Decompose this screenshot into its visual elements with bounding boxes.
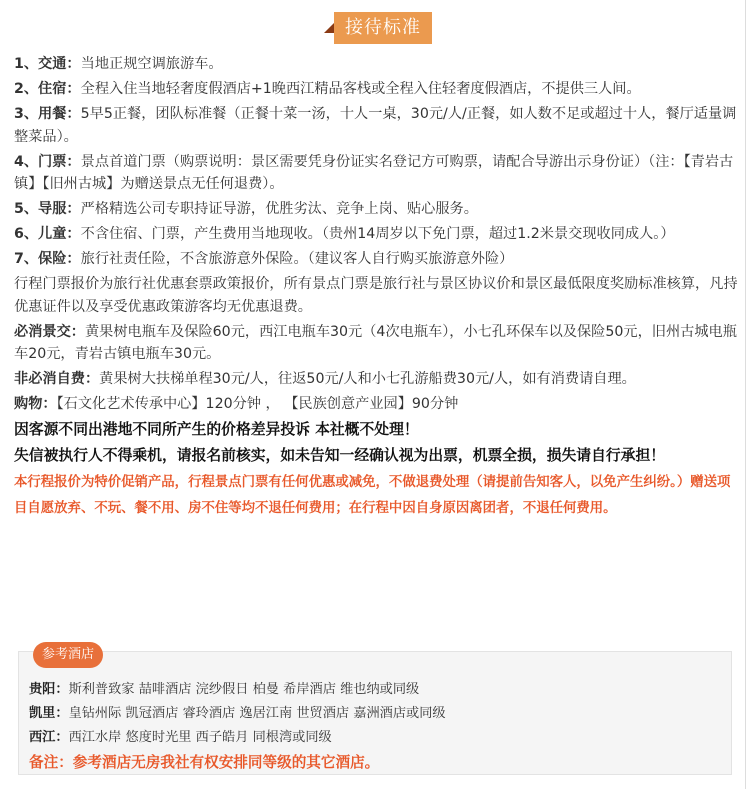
standard-item-insurance: 7、保险：旅行社责任险，不含旅游意外保险。（建议客人自行购买旅游意外险） [14,251,514,267]
reception-standards [14,53,738,521]
reference-hotels-box [18,647,732,775]
hotel-row-kaili: 凯里：皇钻州际 凯冠酒店 睿玲酒店 逸居江南 世贸酒店 嘉洲酒店或同级 [29,706,446,721]
price-note: 行程门票报价为旅行社优惠套票政策报价，所有景点门票是旅行社与景区协议价和景区最低限度奖励标准核算，凡持优惠证件以及享受优惠政策游客均无优惠退费。 [14,276,738,315]
reference-hotels-tag: 参考酒店 [33,642,103,668]
special-price-note: 本行程报价为特价促销产品，行程景点门票有任何优惠或减免，不做退费处理（请提前告知客人，以免产生纠纷。）赠送项目自愿放弃、不玩、餐不用、房不住等均不退任何费用；在行程中因自身原因离团者，不退任何费用。 [14,475,731,516]
hotel-remark: 备注：参考酒店无房我社有权安排同等级的其它酒店。 [29,754,380,771]
standard-item-transport: 1、交通：当地正规空调旅游车。 [14,56,223,72]
standard-item-guide: 5、导服：严格精选公司专职持证导游，优胜劣汰、竞争上岗、贴心服务。 [14,201,478,217]
hotel-row-xijiang: 西江：西江水岸 悠度时光里 西子皓月 同根湾或同级 [29,730,332,745]
price-difference-warning: 因客源不同出港地不同所产生的价格差异投诉 本社概不处理！ [14,421,419,438]
required-fees: 必消景交：黄果树电瓶车及保险60元，西江电瓶车30元（4次电瓶车），小七孔环保车以及保险50元，旧州古城电瓶车20元，青岩古镇电瓶车30元。 [14,323,737,362]
right-divider [745,0,746,789]
optional-fees: 非必消自费：黄果树大扶梯单程30元/人，往返50元/人和小七孔游船费30元/人，如有消费请自理。 [14,371,636,387]
standard-item-meals: 3、用餐：5早5正餐，团队标准餐（正餐十菜一汤，十人一桌，30元/人/正餐，如人数不足或超过十人，餐厅适量调整菜品）。 [14,106,737,145]
dishonest-person-warning: 失信被执行人不得乘机，请报名前核实，如未告知一经确认视为出票，机票全损，损失请自行承担！ [14,447,666,464]
standard-item-tickets: 4、门票：景点首道门票（购票说明：景区需要凭身份证实名登记方可购票，请配合导游出示身份证）（注：【青岩古镇】【旧州古城】为赠送景点无任何退费）。 [14,153,734,192]
standard-item-children: 6、儿童：不含住宿、门票，产生费用当地现收。（贵州14周岁以下免门票，超过1.2米景交现收同成人。） [14,226,675,242]
standard-item-lodging: 2、住宿：全程入住当地轻奢度假酒店+1晚西江精品客栈或全程入住轻奢度假酒店，不提供三人间。 [14,81,641,97]
hotel-list [29,678,725,776]
section-title: 接待标准 [334,12,432,44]
shopping: 购物：【石文化艺术传承中心】120分钟 ， 【民族创意产业园】90分钟 [14,396,459,412]
hotel-row-guiyang: 贵阳：斯利普致家 喆啡酒店 浣纱假日 柏曼 希岸酒店 维也纳或同级 [29,682,420,697]
